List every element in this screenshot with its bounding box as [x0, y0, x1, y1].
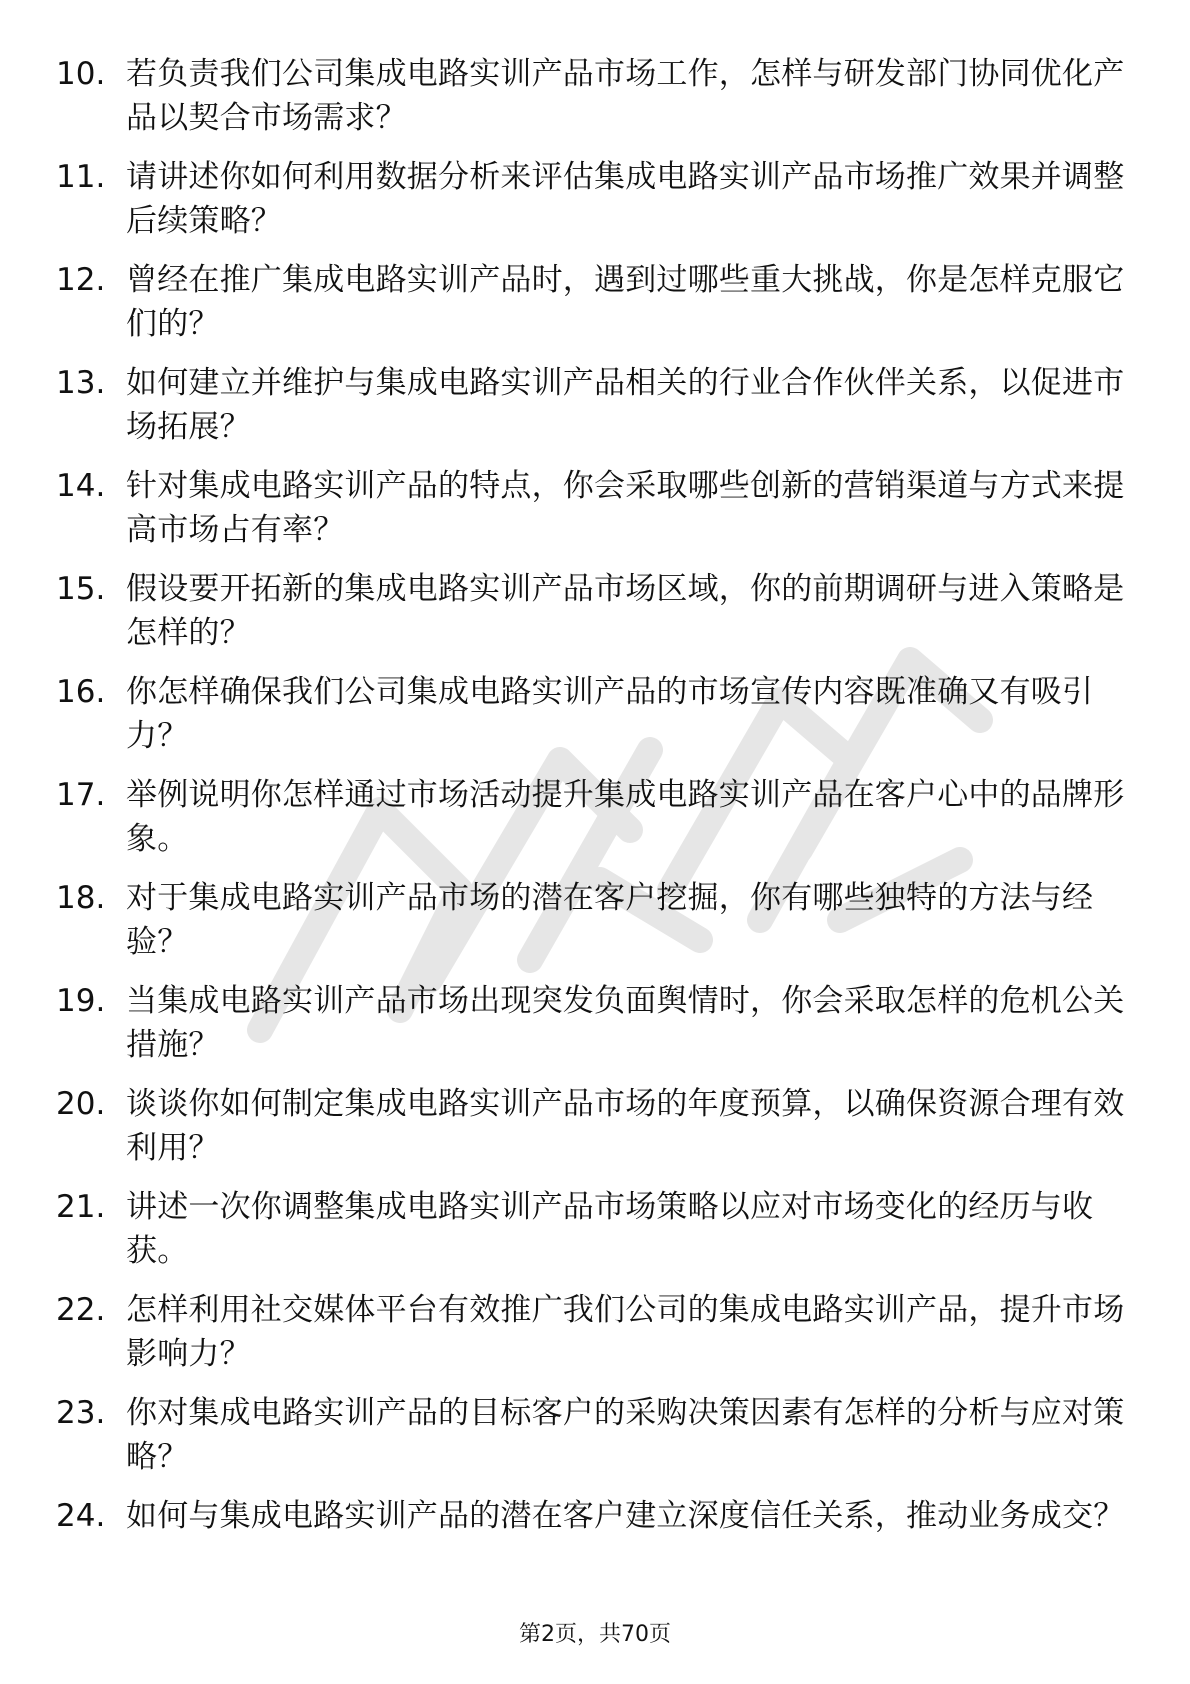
question-text: 对于集成电路实训产品市场的潜在客户挖掘，你有哪些独特的方法与经验？ [126, 880, 1094, 960]
question-text: 你对集成电路实训产品的目标客户的采购决策因素有怎样的分析与应对策略？ [126, 1395, 1125, 1475]
question-text: 当集成电路实训产品市场出现突发负面舆情时，你会采取怎样的危机公关措施？ [126, 983, 1125, 1063]
question-item-13 [56, 361, 1126, 464]
question-number: 19. [56, 983, 106, 1019]
question-item-14 [56, 464, 1126, 567]
question-item-10 [56, 52, 1126, 155]
question-item-23 [56, 1391, 1126, 1494]
question-item-15 [56, 567, 1126, 670]
question-number: 10. [56, 56, 106, 92]
question-number: 17. [56, 777, 106, 813]
question-number: 14. [56, 468, 106, 504]
question-number: 22. [56, 1292, 106, 1328]
question-item-20 [56, 1082, 1126, 1185]
question-text: 讲述一次你调整集成电路实训产品市场策略以应对市场变化的经历与收获。 [126, 1189, 1094, 1269]
question-text: 针对集成电路实训产品的特点，你会采取哪些创新的营销渠道与方式来提高市场占有率？ [126, 468, 1125, 548]
question-item-16 [56, 670, 1126, 773]
question-number: 16. [56, 674, 106, 710]
question-text: 假设要开拓新的集成电路实训产品市场区域，你的前期调研与进入策略是怎样的？ [126, 571, 1125, 651]
question-text: 曾经在推广集成电路实训产品时，遇到过哪些重大挑战，你是怎样克服它们的？ [126, 262, 1125, 342]
question-text: 请讲述你如何利用数据分析来评估集成电路实训产品市场推广效果并调整后续策略？ [126, 159, 1125, 239]
question-number: 11. [56, 159, 106, 195]
page-indicator: 第2页，共70页 [519, 1622, 671, 1647]
question-text: 如何建立并维护与集成电路实训产品相关的行业合作伙伴关系，以促进市场拓展？ [126, 365, 1125, 445]
question-number: 12. [56, 262, 106, 298]
question-item-11 [56, 155, 1126, 258]
question-item-19 [56, 979, 1126, 1082]
question-number: 24. [56, 1498, 106, 1534]
question-text: 举例说明你怎样通过市场活动提升集成电路实训产品在客户心中的品牌形象。 [126, 777, 1125, 857]
question-text: 若负责我们公司集成电路实训产品市场工作，怎样与研发部门协同优化产品以契合市场需求？ [126, 56, 1125, 136]
question-number: 23. [56, 1395, 106, 1431]
question-text: 怎样利用社交媒体平台有效推广我们公司的集成电路实训产品，提升市场影响力？ [126, 1292, 1125, 1372]
question-number: 20. [56, 1086, 106, 1122]
question-text: 谈谈你如何制定集成电路实训产品市场的年度预算，以确保资源合理有效利用？ [126, 1086, 1125, 1166]
question-number: 21. [56, 1189, 106, 1225]
question-number: 15. [56, 571, 106, 607]
question-list [56, 52, 1126, 1597]
question-item-22 [56, 1288, 1126, 1391]
question-item-12 [56, 258, 1126, 361]
question-text: 你怎样确保我们公司集成电路实训产品的市场宣传内容既准确又有吸引力？ [126, 674, 1094, 754]
question-number: 18. [56, 880, 106, 916]
question-item-17 [56, 773, 1126, 876]
question-item-21 [56, 1185, 1126, 1288]
question-text: 如何与集成电路实训产品的潜在客户建立深度信任关系，推动业务成交？ [126, 1498, 1125, 1534]
question-item-18 [56, 876, 1126, 979]
question-number: 13. [56, 365, 106, 401]
question-item-24 [56, 1494, 1126, 1597]
